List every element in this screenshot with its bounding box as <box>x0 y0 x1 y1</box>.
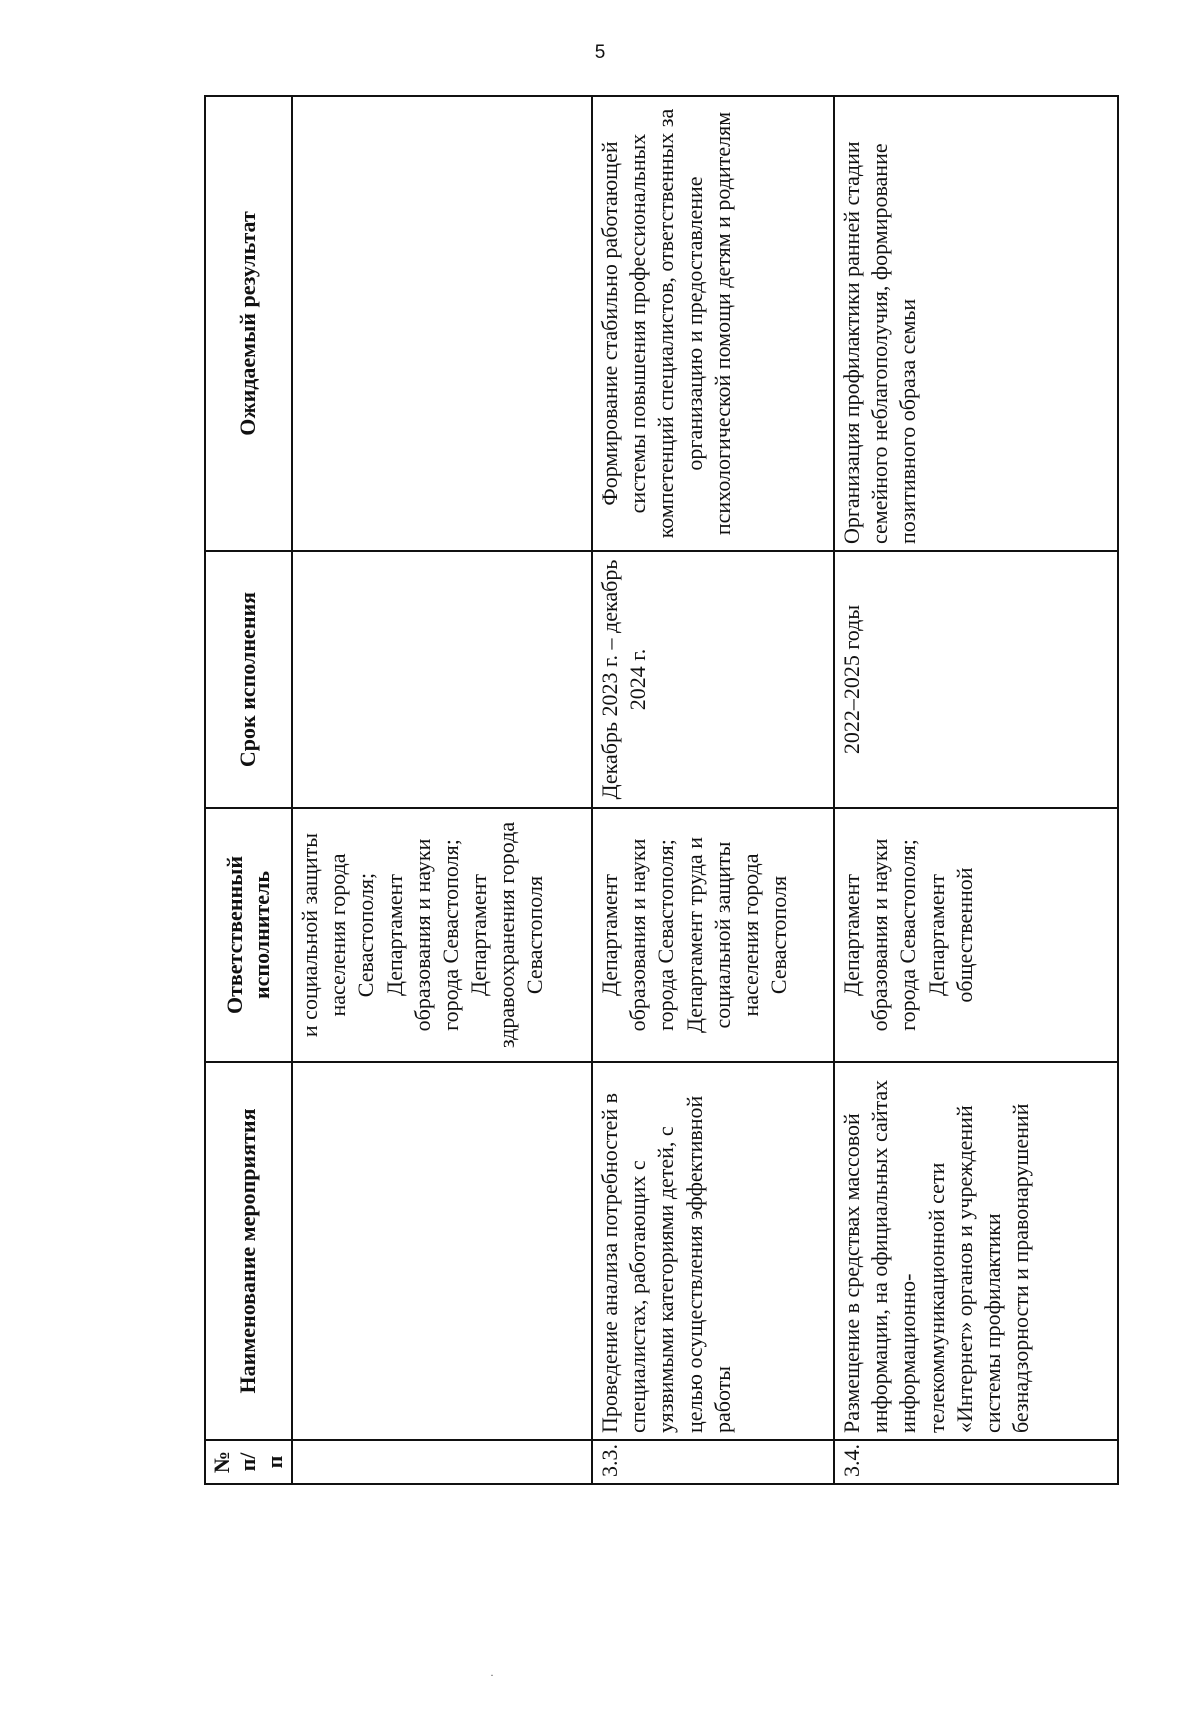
header-num: № п/п <box>205 1440 292 1484</box>
cell-result: Организация профилактики ранней стадии семейного неблагополучия, формирование позитивного образа семьи <box>834 96 1118 551</box>
cell-executor: Департамент образования и науки города Севастополя; Департамент общественной <box>834 808 1118 1062</box>
table-row <box>834 96 1118 1484</box>
action-plan-table <box>204 95 1119 1485</box>
cell-name <box>292 1062 592 1440</box>
header-term: Срок исполнения <box>205 551 292 808</box>
header-result: Ожидаемый результат <box>205 96 292 551</box>
cell-executor: и социальной защиты населения города Севастополя; Департамент образования и науки города Севастополя; Департамент здравоохранения города Севастополя <box>292 808 592 1062</box>
page-number: 5 <box>594 42 606 63</box>
table-row <box>592 96 834 1484</box>
cell-term: 2022–2025 годы <box>834 551 1118 808</box>
table-row <box>292 96 592 1484</box>
cell-term <box>292 551 592 808</box>
table-header-row <box>205 96 292 1484</box>
scan-speck: · <box>490 1668 494 1682</box>
cell-num: 3.4. <box>834 1440 1118 1484</box>
cell-result <box>292 96 592 551</box>
cell-term: Декабрь 2023 г. – декабрь 2024 г. <box>592 551 834 808</box>
cell-name: Размещение в средствах массовой информации, на официальных сайтах информационно-телекоммуникационной сети «Интернет» органов и учреждений системы профилактики безнадзорности и правонарушений <box>834 1062 1118 1440</box>
cell-num <box>292 1440 592 1484</box>
cell-executor: Департамент образования и науки города Севастополя; Департамент труда и социальной защиты населения города Севастополя <box>592 808 834 1062</box>
header-executor: Ответственный исполнитель <box>205 808 292 1062</box>
cell-name: Проведение анализа потребностей в специалистах, работающих с уязвимыми категориями детей, с целью осуществления эффективной работы <box>592 1062 834 1440</box>
header-name: Наименование мероприятия <box>205 1062 292 1440</box>
cell-result: Формирование стабильно работающей системы повышения профессиональных компетенций специалистов, ответственных за организацию и предоставление психологической помощи детям и родителям <box>592 96 834 551</box>
cell-num: 3.3. <box>592 1440 834 1484</box>
rotated-table-container <box>204 97 1092 1485</box>
